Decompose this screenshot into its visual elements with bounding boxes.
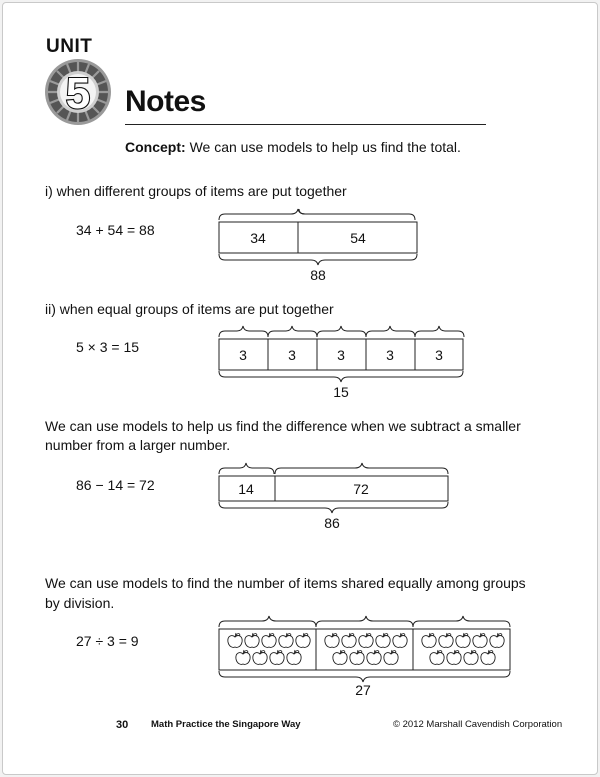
apple-icon xyxy=(490,633,504,647)
unit-label: UNIT xyxy=(46,36,93,57)
section-2-part-label: 3 xyxy=(386,347,394,363)
apple-icon xyxy=(325,633,339,647)
title-divider xyxy=(125,124,486,125)
section-1-bottom-brace xyxy=(219,254,417,265)
section-1-total-label: 88 xyxy=(310,267,326,283)
apple-icon xyxy=(350,650,364,664)
section-2-part-label: 3 xyxy=(337,347,345,363)
section-2-top-brace xyxy=(268,326,317,337)
section-2-total-label: 15 xyxy=(333,384,349,400)
section-3-top-brace-1 xyxy=(219,463,274,474)
section-4-bar-group xyxy=(413,629,510,670)
worksheet-page xyxy=(2,2,598,775)
apple-icon xyxy=(287,650,301,664)
section-4-bar-model xyxy=(213,615,513,697)
section-2-top-brace xyxy=(317,326,366,337)
apple-icon xyxy=(393,633,407,647)
section-2-heading: ii) when equal groups of items are put together xyxy=(45,301,334,317)
section-1-equation: 34 + 54 = 88 xyxy=(76,222,155,238)
apple-icon xyxy=(430,650,444,664)
section-3-top-brace-2 xyxy=(275,463,448,474)
section-1-part-label: 34 xyxy=(250,230,266,246)
section-4-top-brace xyxy=(316,616,413,627)
footer-copyright: © 2012 Marshall Cavendish Corporation xyxy=(393,719,563,730)
apple-icon xyxy=(447,650,461,664)
section-2-top-brace xyxy=(366,326,415,337)
apple-icon xyxy=(253,650,267,664)
section-2-top-brace xyxy=(415,326,464,337)
apple-icon xyxy=(270,650,284,664)
apple-icon xyxy=(296,633,310,647)
concept-statement xyxy=(125,139,461,155)
section-4-top-brace xyxy=(413,616,510,627)
apple-icon xyxy=(439,633,453,647)
section-2-bottom-brace xyxy=(219,371,463,382)
section-2-equation: 5 × 3 = 15 xyxy=(76,339,140,355)
section-3-part-label: 14 xyxy=(238,481,254,497)
section-4-bottom-brace xyxy=(219,671,510,682)
apple-icon xyxy=(481,650,495,664)
apple-icon xyxy=(262,633,276,647)
section-2-bar-model xyxy=(213,325,465,401)
section-3-heading-line-2: number from a larger number. xyxy=(45,437,231,453)
apple-icon xyxy=(473,633,487,647)
unit-number: 5 xyxy=(65,69,91,118)
section-3-heading-line-1: We can use models to help us find the difference when we subtract a smaller xyxy=(45,418,521,434)
section-1-top-brace-1 xyxy=(219,209,305,220)
apple-icon xyxy=(228,633,242,647)
section-4-heading-line-1: We can use models to find the number of items shared equally among groups xyxy=(45,575,526,591)
apple-icon xyxy=(376,633,390,647)
section-3-total-label: 86 xyxy=(324,515,340,531)
section-1-part-label: 54 xyxy=(350,230,366,246)
section-2-top-brace xyxy=(219,326,268,337)
section-3-bar-model xyxy=(213,462,453,534)
unit-badge-icon xyxy=(41,56,121,128)
section-4-top-brace xyxy=(219,616,316,627)
concept-label: Concept: xyxy=(125,139,186,155)
apple-icon xyxy=(456,633,470,647)
apple-icon xyxy=(422,633,436,647)
apple-icon xyxy=(279,633,293,647)
section-2-part-label: 3 xyxy=(239,347,247,363)
section-4-bar-group xyxy=(316,629,413,670)
apple-icon xyxy=(333,650,347,664)
section-2-part-label: 3 xyxy=(435,347,443,363)
apple-icon xyxy=(342,633,356,647)
concept-text: We can use models to help us find the total. xyxy=(189,139,461,155)
section-1-top-brace-2 xyxy=(299,209,415,220)
section-3-part-label: 72 xyxy=(353,481,369,497)
section-3-bottom-brace xyxy=(219,502,448,513)
apple-icon xyxy=(367,650,381,664)
section-3-equation: 86 − 14 = 72 xyxy=(76,477,155,493)
section-4-total-label: 27 xyxy=(355,682,371,697)
section-1-heading: i) when different groups of items are put together xyxy=(45,183,347,199)
apple-icon xyxy=(359,633,373,647)
apple-icon xyxy=(236,650,250,664)
page-title: Notes xyxy=(125,85,206,118)
apple-icon xyxy=(245,633,259,647)
section-2-part-label: 3 xyxy=(288,347,296,363)
section-4-equation: 27 ÷ 3 = 9 xyxy=(76,633,139,649)
section-1-bar-model xyxy=(213,208,423,288)
apple-icon xyxy=(384,650,398,664)
section-4-heading-line-2: by division. xyxy=(45,595,115,611)
apple-icon xyxy=(464,650,478,664)
section-4-bar-group xyxy=(219,629,316,670)
footer-page-number: 30 xyxy=(116,719,129,731)
footer-book-title: Math Practice the Singapore Way xyxy=(151,719,301,730)
